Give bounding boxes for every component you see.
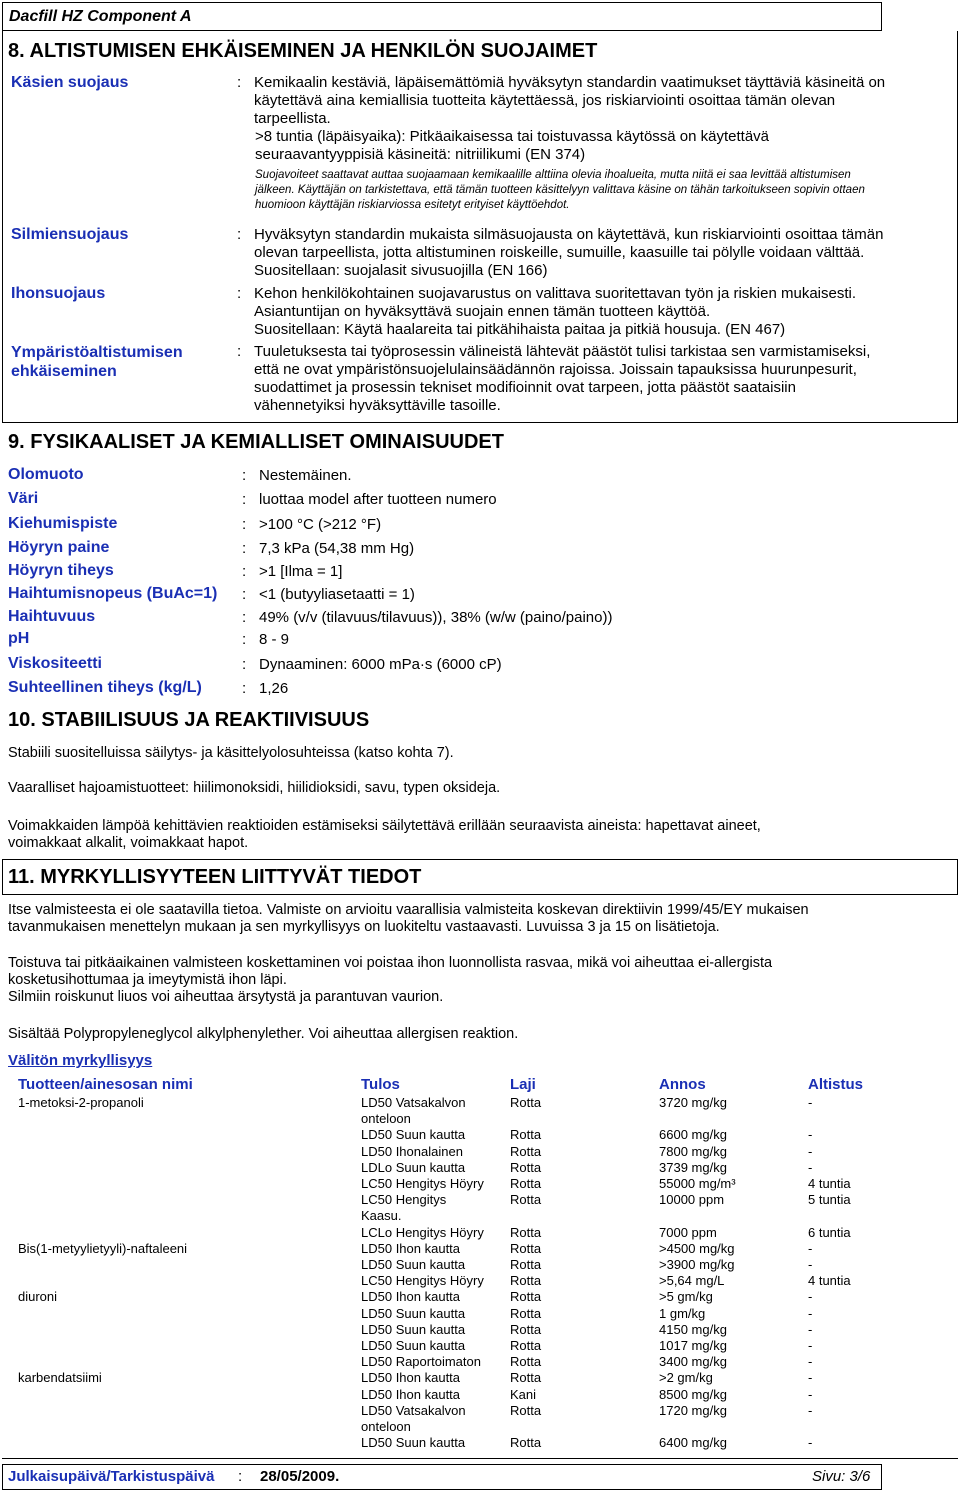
- cell-exposure: -: [808, 1143, 813, 1159]
- allergen-text: Sisältää Polypropyleneglycol alkylphenylether. Voi aiheuttaa allergisen reaktion.: [8, 1026, 519, 1042]
- property-label: Haihtumisnopeus (BuAc=1): [8, 585, 218, 602]
- cell-exposure: 4 tuntia: [808, 1176, 851, 1191]
- cell-dose: >2 gm/kg: [659, 1370, 713, 1386]
- cell-dose: 7000 ppm: [659, 1224, 717, 1240]
- cell-species: Rotta: [510, 1435, 542, 1451]
- property-value: >1 [Ilma = 1]: [259, 563, 343, 580]
- cell-species: Rotta: [510, 1095, 542, 1110]
- colon: :: [238, 1468, 243, 1485]
- header-species: Laji: [510, 1076, 536, 1093]
- header-dose: Annos: [659, 1076, 706, 1093]
- property-label: Haihtuvuus: [8, 608, 96, 625]
- property-label: Höyryn tiheys: [8, 562, 114, 579]
- colon: :: [242, 586, 247, 603]
- cell-result: LC50 Hengitys Höyry: [361, 1273, 484, 1289]
- cell-exposure: 4 tuntia: [808, 1273, 851, 1289]
- cell-result: LD50 Ihon kautta: [361, 1386, 461, 1402]
- colon: :: [242, 563, 247, 580]
- environmental-exposure-text: Tuuletuksesta tai työprosessin välineistä lähtevät päästöt tulisi tarkistaa sen varmistamiseksi, että ne ovat ympäristönsuojelulainsäädännön rajoissa. Joissain tapauksissa huurunpesurit, suodattimet ja prosessin tekniset modifioinnit ovat tarpeen, jotta päästöt saataisiin vähennetyiksi hyväksyttäville tasoille.: [254, 343, 871, 414]
- cell-exposure: -: [808, 1338, 813, 1353]
- cell-result: LD50 Ihon kautta: [361, 1289, 461, 1305]
- colon: :: [242, 680, 247, 697]
- property-label: Höyryn paine: [8, 539, 110, 556]
- cell-name: karbendatsiimi: [18, 1370, 102, 1386]
- incompatible-materials-text: Voimakkaiden lämpöä kehittävien reaktioiden estämiseksi säilytettävä erillään seuraavista aineista: hapettavat aineet, voimakkaat alkalit, voimakkaat hapot.: [8, 818, 761, 851]
- property-value: 8 - 9: [259, 631, 290, 648]
- property-value: Dynaaminen: 6000 mPa·s (6000 cP): [259, 656, 502, 673]
- cell-dose: 8500 mg/kg: [659, 1386, 727, 1402]
- cell-exposure: 5 tuntia: [808, 1192, 851, 1208]
- cell-species: Rotta: [510, 1127, 542, 1143]
- property-label: Suhteellinen tiheys (kg/L): [8, 679, 202, 696]
- cell-result: LDLo Suun kautta: [361, 1159, 466, 1175]
- cell-dose: >3900 mg/kg: [659, 1257, 735, 1272]
- cell-exposure: -: [808, 1289, 813, 1305]
- cell-dose: >5 gm/kg: [659, 1289, 713, 1305]
- header-exposure: Altistus: [808, 1076, 864, 1093]
- colon: :: [237, 74, 242, 91]
- issue-date-label: Julkaisupäivä/Tarkistuspäivä: [8, 1468, 215, 1485]
- cell-species: Rotta: [510, 1273, 542, 1289]
- cell-species: Rotta: [510, 1338, 542, 1353]
- toxicology-intro-text: Itse valmisteesta ei ole saatavilla tietoa. Valmiste on arvioitu vaarallisia valmisteita koskevan direktiivin 1999/45/EY mukaisen tavanmukaisen menettelyn mukaan ja sen myrkyllisyys on luokiteltu vastaavasti. Luvuissa 3 ja 15 on lisätietoja.: [8, 902, 809, 935]
- colon: :: [242, 540, 247, 557]
- cell-dose: >4500 mg/kg: [659, 1240, 735, 1256]
- property-label: pH: [8, 630, 30, 647]
- cell-result: LC50 Hengitys: [361, 1192, 447, 1208]
- barrier-cream-note: Suojavoiteet saattavat auttaa suojaamaan kemikaalille alttiina olevia ihoalueita, mutta niitä ei saa levittää altistumisen jälkeen. Käyttäjän on tarkistettava, että tämän tuotteen käsittelyyn valittava käsine on tähän tarkoitukseen sopivin ottaen huomioon käyttäjän riskiarviossa esitetyt erityiset käyttöehdot.: [255, 169, 865, 211]
- colon: :: [237, 343, 242, 360]
- property-value: 1,26: [259, 680, 289, 697]
- cell-dose: 55000 mg/m³: [659, 1176, 736, 1191]
- skin-protection-text: Kehon henkilökohtainen suojavarustus on valittava suoritettavan työn ja riskien mukaisesti. Asiantuntijan on hyväksyttävä suojain ennen tämän tuotteen käyttöä. Suositellaan: Käytä haalareita tai pitkähihaista paitaa ja pitkiä housuja. (EN 467): [254, 285, 857, 338]
- section-9-title: 9. FYSIKAALISET JA KEMIALLISET OMINAISUUDET: [8, 431, 504, 453]
- cell-dose: 3720 mg/kg: [659, 1095, 727, 1110]
- eye-protection-text: Hyväksytyn standardin mukaista silmäsuojausta on käytettävä, kun riskiarviointi osoittaa tämän olevan tarpeellista, jotta altistuminen roiskeille, sumuille, kaasuille tai pölylle voidaan välttää. Suositellaan: suojalasit sivusuojilla (EN 166): [254, 226, 884, 279]
- cell-species: Rotta: [510, 1224, 542, 1240]
- eye-protection-label: Silmiensuojaus: [11, 226, 129, 243]
- cell-species: Rotta: [510, 1321, 542, 1337]
- cell-species: Rotta: [510, 1192, 542, 1208]
- colon: :: [237, 226, 242, 243]
- section-11-title: 11. MYRKYLLISYYTEEN LIITTYVÄT TIEDOT: [8, 866, 422, 888]
- cell-exposure: -: [808, 1159, 813, 1175]
- property-label: Kiehumispiste: [8, 515, 118, 532]
- cell-dose: 4150 mg/kg: [659, 1321, 727, 1337]
- product-name: Dacfill HZ Component A: [9, 8, 192, 25]
- property-value: luottaa model after tuotteen numero: [259, 491, 497, 508]
- cell-species: Rotta: [510, 1240, 542, 1256]
- cell-species: Rotta: [510, 1176, 542, 1191]
- cell-dose: 1017 mg/kg: [659, 1338, 727, 1353]
- property-value: <1 (butyyliasetaatti = 1): [259, 586, 415, 603]
- cell-dose: 1 gm/kg: [659, 1305, 706, 1321]
- property-value: 49% (v/v (tilavuus/tilavuus)), 38% (w/w (paino/paino)): [259, 609, 613, 626]
- colon: :: [242, 656, 247, 673]
- cell-exposure: -: [808, 1402, 813, 1418]
- property-label: Väri: [8, 490, 39, 507]
- colon: :: [237, 285, 242, 302]
- cell-result: LD50 Suun kautta: [361, 1435, 466, 1451]
- cell-dose: 6600 mg/kg: [659, 1127, 727, 1143]
- stability-text: Stabiili suositelluissa säilytys- ja käsittelyolosuhteissa (katso kohta 7).: [8, 745, 454, 761]
- cell-result: LD50 Ihonalainen: [361, 1143, 463, 1159]
- colon: :: [242, 516, 247, 533]
- header-result: Tulos: [361, 1076, 400, 1093]
- colon: :: [242, 631, 247, 648]
- cell-exposure: -: [808, 1321, 813, 1337]
- cell-exposure: -: [808, 1435, 813, 1451]
- cell-species: Rotta: [510, 1370, 542, 1386]
- cell-dose: 10000 ppm: [659, 1192, 725, 1208]
- header-product-name: Tuotteen/ainesosan nimi: [18, 1076, 193, 1093]
- property-value: Nestemäinen.: [259, 467, 352, 484]
- cell-result: LD50 Vatsakalvon: [361, 1095, 466, 1110]
- cell-exposure: -: [808, 1240, 813, 1256]
- glove-breakthrough-text: >8 tuntia (läpäisyaika): Pitkäaikaisessa tai toistuvassa käytössä on käytettävä seuraavantyyppisiä käsineitä: nitriilikumi (EN 374): [255, 128, 770, 163]
- cell-dose: 7800 mg/kg: [659, 1143, 727, 1159]
- colon: :: [242, 491, 247, 508]
- hand-protection-label: Käsien suojaus: [11, 74, 129, 91]
- property-value: 7,3 kPa (54,38 mm Hg): [259, 540, 415, 557]
- cell-exposure: 6 tuntia: [808, 1224, 851, 1240]
- document-header: [2, 2, 882, 31]
- page-number: Sivu: 3/6: [812, 1468, 871, 1485]
- cell-name: Bis(1-metyylietyyli)-naftaleeni: [18, 1240, 188, 1256]
- cell-result: LD50 Suun kautta: [361, 1127, 466, 1143]
- cell-result: LCLo Hengitys Höyry: [361, 1224, 484, 1240]
- acute-toxicity-heading: Välitön myrkyllisyys: [8, 1052, 153, 1069]
- colon: :: [242, 609, 247, 626]
- hand-protection-text: Kemikaalin kestäviä, läpäisemättömiä hyväksytyn standardin vaatimukset täyttäviä käsineitä on käytettävä aina kemiallisia tuotteita käytettäessä, jos riskiarviointi osoittaa tämän olevan tarpeellista.: [254, 74, 886, 127]
- cell-species: Rotta: [510, 1305, 542, 1321]
- skin-protection-label: Ihonsuojaus: [11, 285, 106, 302]
- property-value: >100 °C (>212 °F): [259, 516, 382, 533]
- section-8-title: 8. ALTISTUMISEN EHKÄISEMINEN JA HENKILÖN SUOJAIMET: [8, 40, 598, 62]
- cell-species: Rotta: [510, 1143, 542, 1159]
- cell-species: Kani: [510, 1386, 537, 1402]
- cell-result: LC50 Hengitys Höyry: [361, 1176, 484, 1191]
- cell-exposure: -: [808, 1257, 813, 1272]
- cell-result: Kaasu.: [361, 1208, 402, 1224]
- section-10-title: 10. STABIILISUUS JA REAKTIIVISUUS: [8, 709, 370, 731]
- cell-result: LD50 Suun kautta: [361, 1257, 466, 1272]
- cell-result: LD50 Suun kautta: [361, 1338, 466, 1353]
- cell-exposure: -: [808, 1370, 813, 1386]
- cell-result: LD50 Vatsakalvon: [361, 1402, 466, 1418]
- colon: :: [242, 467, 247, 484]
- cell-dose: 3400 mg/kg: [659, 1354, 727, 1370]
- environmental-exposure-label: Ympäristöaltistumisen ehkäiseminen: [11, 344, 183, 380]
- cell-name: 1-metoksi-2-propanoli: [18, 1095, 144, 1110]
- cell-exposure: -: [808, 1127, 813, 1143]
- cell-result: LD50 Raportoimaton: [361, 1354, 481, 1370]
- cell-exposure: -: [808, 1305, 813, 1321]
- cell-species: Rotta: [510, 1257, 542, 1272]
- cell-species: Rotta: [510, 1354, 542, 1370]
- cell-species: Rotta: [510, 1289, 542, 1305]
- cell-species: Rotta: [510, 1402, 542, 1418]
- cell-dose: >5,64 mg/L: [659, 1273, 725, 1289]
- issue-date: 28/05/2009.: [260, 1468, 340, 1485]
- cell-species: Rotta: [510, 1159, 542, 1175]
- property-label: Viskositeetti: [8, 655, 102, 672]
- cell-result: LD50 Ihon kautta: [361, 1240, 461, 1256]
- cell-exposure: -: [808, 1386, 813, 1402]
- cell-result: onteloon: [361, 1111, 411, 1127]
- skin-contact-text: Toistuva tai pitkäaikainen valmisteen koskettaminen voi poistaa ihon luonnollista rasvaa, mikä voi aiheuttaa ei-allergista kosketusihottumaa ja imeytymistä ihon läpi. Silmiin roiskunut liuos voi aiheuttaa ärsytystä ja parantuvan vaurion.: [8, 955, 773, 1005]
- cell-dose: 6400 mg/kg: [659, 1435, 727, 1451]
- cell-result: LD50 Ihon kautta: [361, 1370, 461, 1386]
- decomposition-products-text: Vaaralliset hajoamistuotteet: hiilimonoksidi, hiilidioksidi, savu, typen oksideja.: [8, 780, 501, 796]
- cell-result: onteloon: [361, 1419, 411, 1434]
- cell-name: diuroni: [18, 1289, 58, 1305]
- cell-exposure: -: [808, 1354, 813, 1370]
- footer-divider: [2, 1458, 958, 1459]
- cell-result: LD50 Suun kautta: [361, 1321, 466, 1337]
- cell-exposure: -: [808, 1095, 813, 1110]
- cell-result: LD50 Suun kautta: [361, 1305, 466, 1321]
- property-label: Olomuoto: [8, 466, 84, 483]
- cell-dose: 1720 mg/kg: [659, 1402, 727, 1418]
- cell-dose: 3739 mg/kg: [659, 1159, 727, 1175]
